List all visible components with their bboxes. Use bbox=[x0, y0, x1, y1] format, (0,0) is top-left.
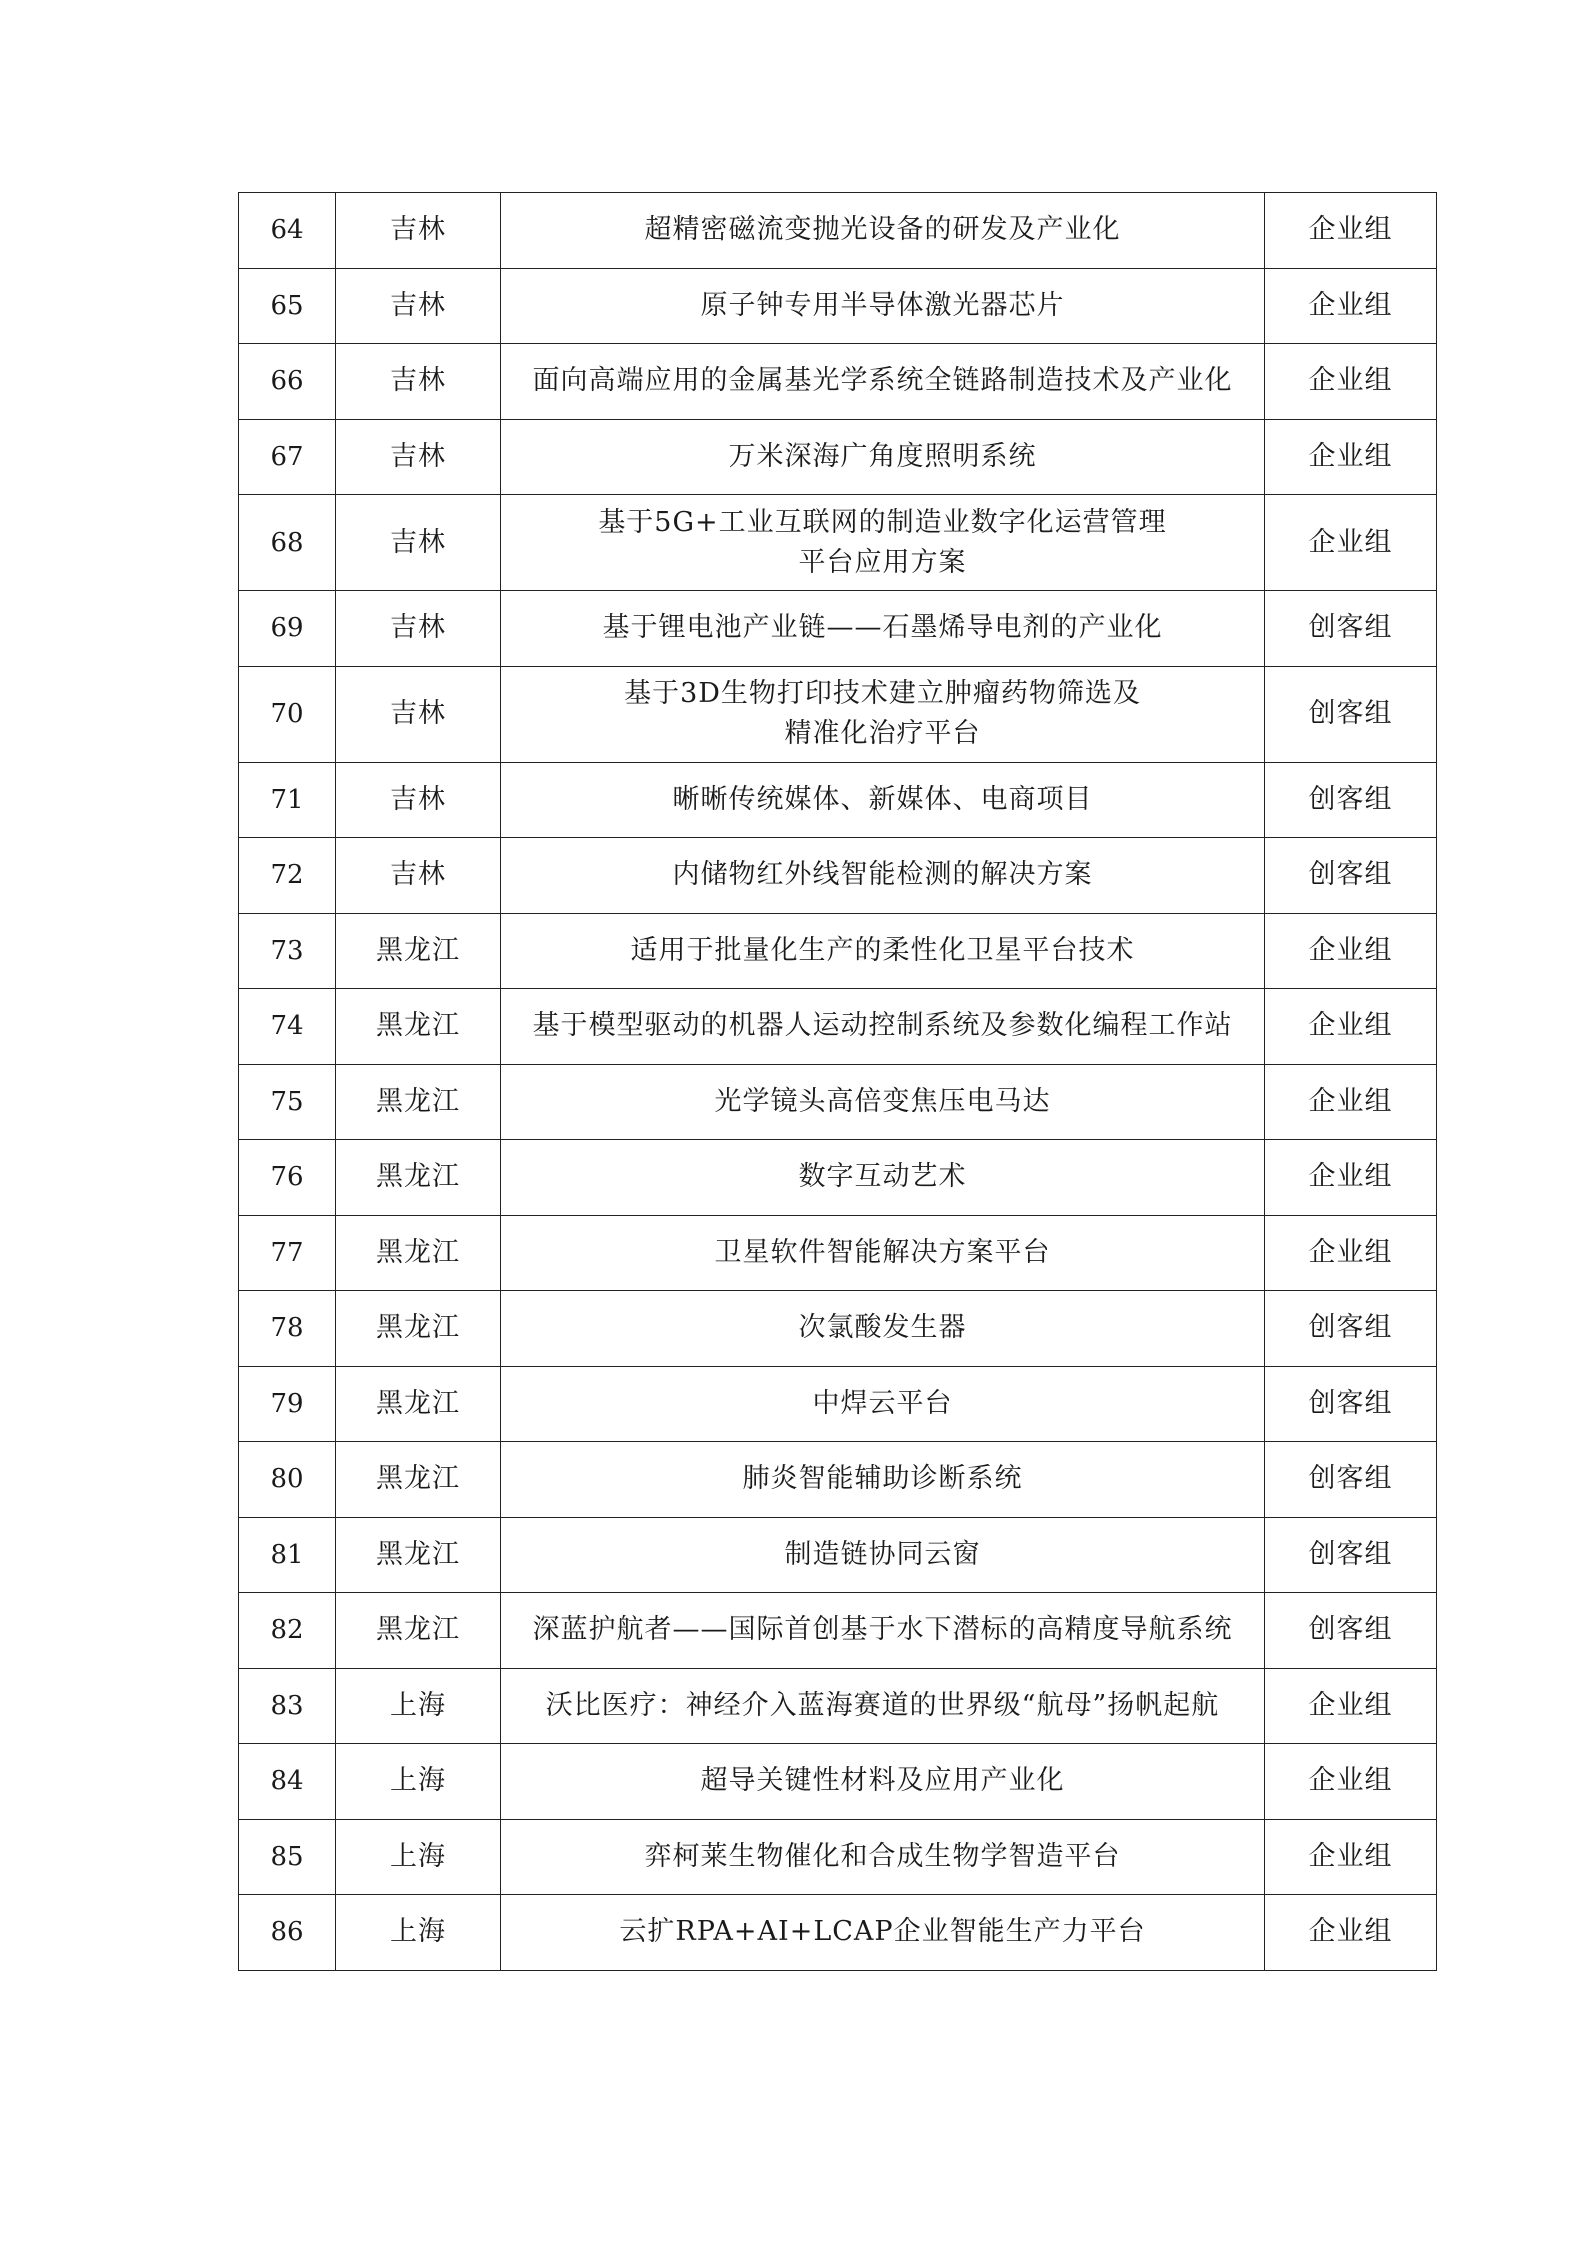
project-title-cell bbox=[501, 1140, 1265, 1216]
project-title-cell bbox=[501, 1593, 1265, 1669]
region-cell: 黑龙江 bbox=[336, 989, 501, 1065]
table-row bbox=[239, 913, 1437, 989]
row-number: 81 bbox=[239, 1517, 336, 1593]
project-title-cell bbox=[501, 344, 1265, 420]
project-title-line: 弈柯莱生物催化和合成生物学智造平台 bbox=[644, 1840, 1121, 1872]
region-cell: 黑龙江 bbox=[336, 1593, 501, 1669]
project-title-line: 制造链协同云窗 bbox=[784, 1538, 981, 1570]
table-row bbox=[239, 666, 1437, 762]
project-title-cell bbox=[501, 913, 1265, 989]
project-title-cell bbox=[501, 1668, 1265, 1744]
table-row bbox=[239, 1517, 1437, 1593]
region-cell: 吉林 bbox=[336, 838, 501, 914]
table-row bbox=[239, 838, 1437, 914]
project-title-line: 基于锂电池产业链——石墨烯导电剂的产业化 bbox=[602, 612, 1163, 644]
row-number: 68 bbox=[239, 495, 336, 591]
group-cell: 企业组 bbox=[1265, 1215, 1437, 1291]
table-row bbox=[239, 1064, 1437, 1140]
project-title-line: 沃比医疗：神经介入蓝海赛道的世界级“航母”扬帆起航 bbox=[545, 1689, 1220, 1721]
region-cell: 上海 bbox=[336, 1819, 501, 1895]
project-title-line: 内储物红外线智能检测的解决方案 bbox=[672, 859, 1093, 891]
project-title-line: 基于模型驱动的机器人运动控制系统及参数化编程工作站 bbox=[532, 1010, 1233, 1042]
project-title-cell bbox=[501, 1064, 1265, 1140]
row-number: 69 bbox=[239, 591, 336, 667]
table-row bbox=[239, 1668, 1437, 1744]
project-title-line: 深蓝护航者——国际首创基于水下潜标的高精度导航系统 bbox=[532, 1614, 1233, 1646]
group-cell: 创客组 bbox=[1265, 1517, 1437, 1593]
region-cell: 上海 bbox=[336, 1744, 501, 1820]
row-number: 67 bbox=[239, 419, 336, 495]
row-number: 78 bbox=[239, 1291, 336, 1367]
region-cell: 吉林 bbox=[336, 268, 501, 344]
group-cell: 企业组 bbox=[1265, 344, 1437, 420]
project-title-line: 原子钟专用半导体激光器芯片 bbox=[700, 289, 1065, 321]
project-title-cell bbox=[501, 1366, 1265, 1442]
project-title-line: 超精密磁流变抛光设备的研发及产业化 bbox=[644, 214, 1121, 246]
table-row bbox=[239, 1819, 1437, 1895]
region-cell: 黑龙江 bbox=[336, 1517, 501, 1593]
region-cell: 黑龙江 bbox=[336, 1140, 501, 1216]
group-cell: 企业组 bbox=[1265, 1668, 1437, 1744]
group-cell: 企业组 bbox=[1265, 495, 1437, 591]
row-number: 82 bbox=[239, 1593, 336, 1669]
group-cell: 企业组 bbox=[1265, 1895, 1437, 1971]
table-row bbox=[239, 1366, 1437, 1442]
project-title-line: 云扩RPA+AI+LCAP企业智能生产力平台 bbox=[619, 1916, 1146, 1948]
row-number: 86 bbox=[239, 1895, 336, 1971]
table-row bbox=[239, 1215, 1437, 1291]
group-cell: 创客组 bbox=[1265, 591, 1437, 667]
row-number: 65 bbox=[239, 268, 336, 344]
row-number: 73 bbox=[239, 913, 336, 989]
row-number: 79 bbox=[239, 1366, 336, 1442]
row-number: 66 bbox=[239, 344, 336, 420]
project-title-cell bbox=[501, 1291, 1265, 1367]
region-cell: 上海 bbox=[336, 1668, 501, 1744]
row-number: 72 bbox=[239, 838, 336, 914]
project-title-cell bbox=[501, 1819, 1265, 1895]
row-number: 80 bbox=[239, 1442, 336, 1518]
project-title-cell bbox=[501, 1895, 1265, 1971]
project-title-line: 平台应用方案 bbox=[798, 546, 967, 578]
group-cell: 创客组 bbox=[1265, 1593, 1437, 1669]
group-cell: 企业组 bbox=[1265, 419, 1437, 495]
group-cell: 创客组 bbox=[1265, 1291, 1437, 1367]
table-row bbox=[239, 495, 1437, 591]
project-title-line: 基于5G+工业互联网的制造业数字化运营管理 bbox=[598, 506, 1167, 538]
row-number: 77 bbox=[239, 1215, 336, 1291]
project-title-cell bbox=[501, 591, 1265, 667]
table-row bbox=[239, 1895, 1437, 1971]
table-row bbox=[239, 193, 1437, 269]
group-cell: 企业组 bbox=[1265, 913, 1437, 989]
project-title-cell bbox=[501, 989, 1265, 1065]
table-row bbox=[239, 1291, 1437, 1367]
row-number: 84 bbox=[239, 1744, 336, 1820]
group-cell: 企业组 bbox=[1265, 1140, 1437, 1216]
region-cell: 吉林 bbox=[336, 591, 501, 667]
row-number: 83 bbox=[239, 1668, 336, 1744]
table-row bbox=[239, 989, 1437, 1065]
region-cell: 吉林 bbox=[336, 666, 501, 762]
project-title-line: 中焊云平台 bbox=[812, 1387, 953, 1419]
table-row bbox=[239, 1744, 1437, 1820]
row-number: 71 bbox=[239, 762, 336, 838]
region-cell: 吉林 bbox=[336, 495, 501, 591]
project-title-cell bbox=[501, 762, 1265, 838]
row-number: 85 bbox=[239, 1819, 336, 1895]
region-cell: 黑龙江 bbox=[336, 1064, 501, 1140]
project-title-line: 肺炎智能辅助诊断系统 bbox=[742, 1463, 1023, 1495]
region-cell: 吉林 bbox=[336, 344, 501, 420]
project-title-cell bbox=[501, 1744, 1265, 1820]
table-body bbox=[239, 193, 1437, 1971]
project-title-line: 次氯酸发生器 bbox=[798, 1312, 967, 1344]
region-cell: 黑龙江 bbox=[336, 913, 501, 989]
project-title-cell bbox=[501, 495, 1265, 591]
row-number: 74 bbox=[239, 989, 336, 1065]
project-title-line: 光学镜头高倍变焦压电马达 bbox=[714, 1085, 1051, 1117]
table-row bbox=[239, 419, 1437, 495]
group-cell: 创客组 bbox=[1265, 1366, 1437, 1442]
region-cell: 吉林 bbox=[336, 762, 501, 838]
project-title-line: 数字互动艺术 bbox=[798, 1161, 967, 1193]
project-title-cell bbox=[501, 838, 1265, 914]
table-row bbox=[239, 591, 1437, 667]
project-title-cell bbox=[501, 1442, 1265, 1518]
project-title-line: 适用于批量化生产的柔性化卫星平台技术 bbox=[630, 934, 1135, 966]
row-number: 75 bbox=[239, 1064, 336, 1140]
project-title-line: 精准化治疗平台 bbox=[784, 718, 981, 749]
row-number: 64 bbox=[239, 193, 336, 269]
project-title-line: 晰晰传统媒体、新媒体、电商项目 bbox=[672, 783, 1093, 815]
project-title-line: 超导关键性材料及应用产业化 bbox=[700, 1765, 1065, 1797]
group-cell: 企业组 bbox=[1265, 1744, 1437, 1820]
table-row bbox=[239, 268, 1437, 344]
project-title-line: 万米深海广角度照明系统 bbox=[728, 440, 1037, 472]
region-cell: 上海 bbox=[336, 1895, 501, 1971]
group-cell: 企业组 bbox=[1265, 193, 1437, 269]
project-title-cell bbox=[501, 1517, 1265, 1593]
region-cell: 吉林 bbox=[336, 419, 501, 495]
group-cell: 企业组 bbox=[1265, 1064, 1437, 1140]
group-cell: 创客组 bbox=[1265, 666, 1437, 762]
group-cell: 创客组 bbox=[1265, 1442, 1437, 1518]
region-cell: 黑龙江 bbox=[336, 1366, 501, 1442]
project-title-line: 卫星软件智能解决方案平台 bbox=[714, 1236, 1051, 1268]
group-cell: 企业组 bbox=[1265, 268, 1437, 344]
table-row bbox=[239, 762, 1437, 838]
table-row bbox=[239, 1140, 1437, 1216]
project-title-line: 面向高端应用的金属基光学系统全链路制造技术及产业化 bbox=[532, 365, 1233, 397]
row-number: 76 bbox=[239, 1140, 336, 1216]
region-cell: 黑龙江 bbox=[336, 1442, 501, 1518]
group-cell: 企业组 bbox=[1265, 1819, 1437, 1895]
region-cell: 黑龙江 bbox=[336, 1215, 501, 1291]
project-title-cell bbox=[501, 268, 1265, 344]
project-title-cell bbox=[501, 666, 1265, 762]
group-cell: 创客组 bbox=[1265, 762, 1437, 838]
table-row bbox=[239, 1593, 1437, 1669]
table-row bbox=[239, 344, 1437, 420]
project-title-line: 基于3D生物打印技术建立肿瘤药物筛选及 bbox=[624, 678, 1141, 709]
project-title-cell bbox=[501, 1215, 1265, 1291]
row-number: 70 bbox=[239, 666, 336, 762]
region-cell: 吉林 bbox=[336, 193, 501, 269]
project-table bbox=[238, 192, 1437, 1971]
group-cell: 创客组 bbox=[1265, 838, 1437, 914]
project-title-cell bbox=[501, 419, 1265, 495]
region-cell: 黑龙江 bbox=[336, 1291, 501, 1367]
project-title-cell bbox=[501, 193, 1265, 269]
table-row bbox=[239, 1442, 1437, 1518]
group-cell: 企业组 bbox=[1265, 989, 1437, 1065]
